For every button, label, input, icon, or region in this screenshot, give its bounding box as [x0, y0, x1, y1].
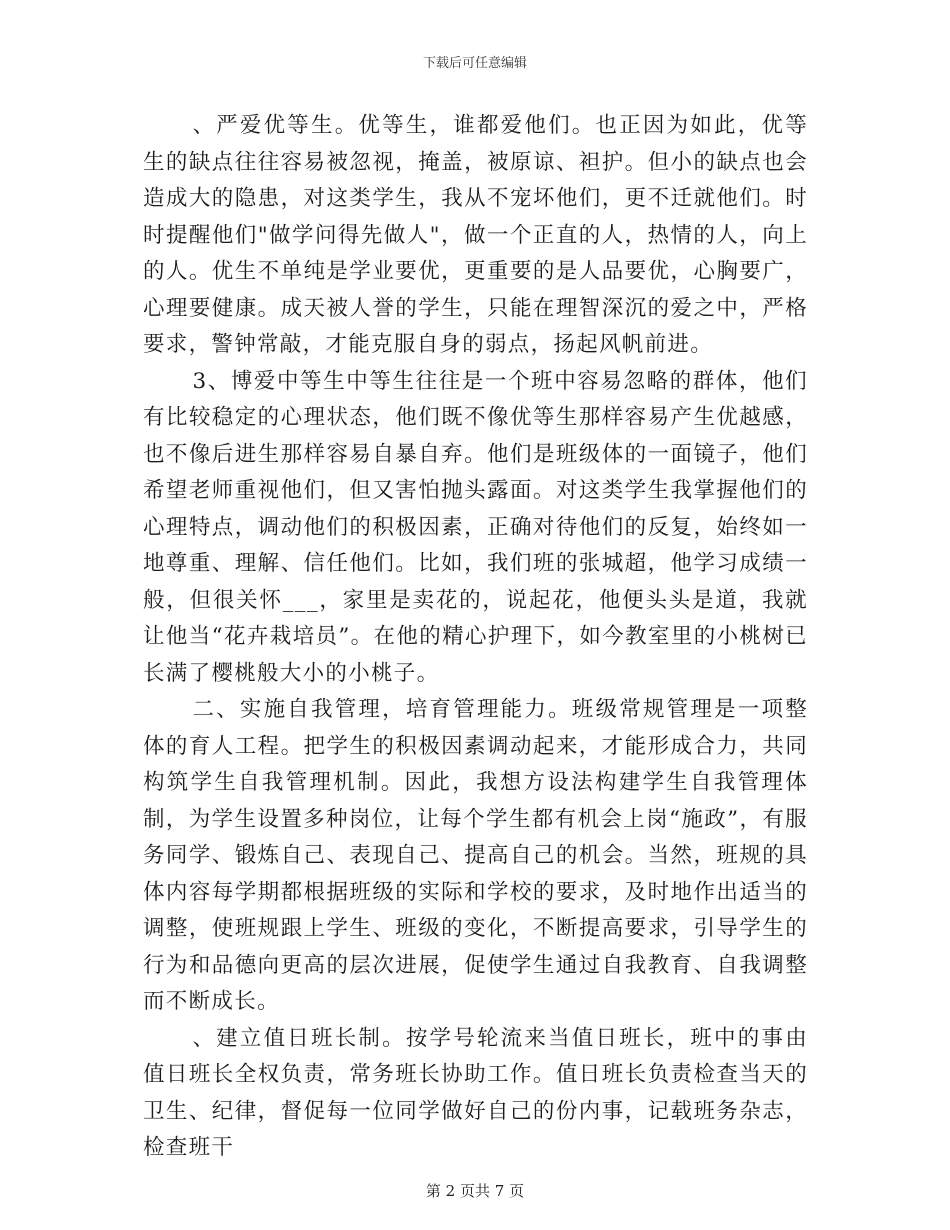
- paragraph-4: 、建立值日班长制。按学号轮流来当值日班长，班中的事由值日班长全权负责，常务班长协助工作。值日班长负责检查当天的卫生、纪律，督促每一位同学做好自己的份内事，记载班务杂志，检查班干: [143, 1025, 808, 1160]
- page-footer: 第 2 页共 7 页: [425, 1182, 525, 1200]
- paragraph-2: 3、博爱中等生中等生往往是一个班中容易忽略的群体，他们有比较稳定的心理状态，他们既不像优等生那样容易产生优越感，也不像后进生那样容易自暴自弃。他们是班级体的一面镜子，他们希望老师重视他们，但又害怕抛头露面。对这类学生我掌握他们的心理特点，调动他们的积极因素，正确对待他们的反复，始终如一地尊重、理解、信任他们。比如，我们班的张城超，他学习成绩一般，但很关怀___，家里是卖花的，说起花，他便头头是道，我就让他当“花卉栽培员”。在他的精心护理下，如今教室里的小桃树已长满了樱桃般大小的小桃子。: [143, 368, 808, 686]
- paragraph-1: 、严爱优等生。优等生，谁都爱他们。也正因为如此，优等生的缺点往往容易被忽视，掩盖，被原谅、袒护。但小的缺点也会造成大的隐患，对这类学生，我从不宠坏他们，更不迁就他们。时时提醒他们"做学问得先做人"，做一个正直的人，热情的人，向上的人。优生不单纯是学业要优，更重要的是人品要优，心胸要广，心理要健康。成天被人誉的学生，只能在理智深沉的爱之中，严格要求，警钟常敲，才能克服自身的弱点，扬起风帆前进。: [143, 113, 808, 357]
- paragraph-3: 二、实施自我管理，培育管理能力。班级常规管理是一项整体的育人工程。把学生的积极因素调动起来，才能形成合力，共同构筑学生自我管理机制。因此，我想方设法构建学生自我管理体制，为学生设置多种岗位，让每个学生都有机会上岗“施政”，有服务同学、锻炼自己、表现自己、提高自己的机会。当然，班规的具体内容每学期都根据班级的实际和学校的要求，及时地作出适当的调整，使班规跟上学生、班级的变化，不断提高要求，引导学生的行为和品德向更高的层次进展，促使学生通过自我教育、自我调整而不断成长。: [143, 697, 808, 1014]
- document-body: [143, 108, 808, 1167]
- page-header: 下载后可任意编辑: [422, 56, 527, 71]
